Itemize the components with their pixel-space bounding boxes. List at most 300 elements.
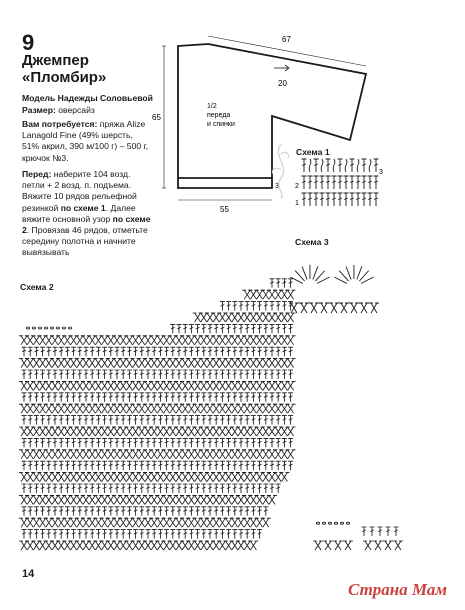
double-crochet-symbol [276, 484, 281, 493]
crossed-stitch-symbol [81, 518, 91, 527]
double-crochet-symbol [288, 324, 293, 333]
double-crochet-symbol [195, 438, 200, 447]
double-crochet-symbol [332, 176, 337, 189]
double-crochet-symbol [170, 393, 175, 402]
crossed-stitch-symbol [44, 495, 54, 504]
crossed-stitch-symbol [261, 290, 271, 299]
double-crochet-symbol [170, 461, 175, 470]
crossed-stitch-symbol [31, 541, 41, 550]
crossed-stitch-symbol [236, 450, 246, 459]
crossed-stitch-symbol [273, 427, 283, 436]
double-crochet-symbol [164, 530, 169, 539]
double-crochet-symbol [282, 279, 287, 288]
crossed-stitch-symbol [50, 518, 60, 527]
double-crochet-symbol [183, 347, 188, 356]
double-crochet-symbol [208, 393, 213, 402]
crossed-stitch-symbol [100, 381, 110, 390]
crossed-stitch-symbol [25, 336, 35, 345]
crossed-stitch-symbol [87, 450, 97, 459]
double-crochet-symbol [115, 438, 120, 447]
crossed-stitch-symbol [149, 518, 159, 527]
double-crochet-symbol [164, 438, 169, 447]
crossed-stitch-symbol [224, 450, 234, 459]
crossed-stitch-symbol [224, 313, 234, 322]
crossed-stitch-symbol [255, 313, 265, 322]
double-crochet-symbol [53, 507, 58, 516]
double-crochet-symbol [276, 438, 281, 447]
double-crochet-symbol [28, 484, 33, 493]
double-crochet-symbol [362, 176, 367, 189]
crossed-stitch-symbol [168, 518, 178, 527]
crossed-stitch-symbol [124, 404, 134, 413]
double-crochet-symbol [108, 370, 113, 379]
crossed-stitch-symbol [137, 541, 147, 550]
crossed-stitch-symbol [286, 290, 296, 299]
relief-stitch-symbol [357, 159, 359, 172]
double-crochet-symbol [239, 438, 244, 447]
crossed-stitch-symbol [162, 404, 172, 413]
double-crochet-symbol [121, 347, 126, 356]
crossed-stitch-symbol [242, 450, 252, 459]
relief-stitch-symbol [369, 159, 371, 172]
dim-width-top: 67 [282, 35, 291, 44]
crossed-stitch-symbol [44, 359, 54, 368]
crossed-stitch-symbol [25, 404, 35, 413]
double-crochet-symbol [158, 530, 163, 539]
double-crochet-symbol [90, 347, 95, 356]
crossed-stitch-symbol [279, 404, 289, 413]
double-crochet-symbol [102, 370, 107, 379]
crossed-stitch-symbol [174, 404, 184, 413]
crossed-stitch-symbol [261, 359, 271, 368]
double-crochet-symbol [96, 370, 101, 379]
floral-watermark-icon [268, 140, 294, 200]
double-crochet-symbol [22, 530, 27, 539]
double-crochet-symbol [201, 347, 206, 356]
crossed-stitch-symbol [373, 541, 383, 550]
double-crochet-symbol [84, 347, 89, 356]
double-crochet-symbol [374, 193, 379, 206]
crossed-stitch-symbol [261, 427, 271, 436]
double-crochet-symbol [201, 530, 206, 539]
double-crochet-symbol [214, 370, 219, 379]
crossed-stitch-symbol [279, 450, 289, 459]
double-crochet-symbol [208, 324, 213, 333]
double-crochet-symbol [276, 461, 281, 470]
crossed-stitch-symbol [248, 427, 258, 436]
double-crochet-symbol [34, 416, 39, 425]
crossed-stitch-symbol [19, 381, 29, 390]
double-crochet-symbol [108, 484, 113, 493]
double-crochet-symbol [40, 507, 45, 516]
double-crochet-symbol [133, 370, 138, 379]
crossed-stitch-symbol [44, 541, 54, 550]
double-crochet-symbol [121, 507, 126, 516]
crossed-stitch-symbol [393, 541, 403, 550]
double-crochet-symbol [177, 393, 182, 402]
crossed-stitch-symbol [242, 359, 252, 368]
double-crochet-symbol [270, 438, 275, 447]
double-crochet-symbol [189, 461, 194, 470]
crossed-stitch-symbol [199, 359, 209, 368]
crossed-stitch-symbol [19, 518, 29, 527]
double-crochet-symbol [90, 461, 95, 470]
double-crochet-symbol [53, 484, 58, 493]
crossed-stitch-symbol [62, 427, 72, 436]
crossed-stitch-symbol [248, 404, 258, 413]
double-crochet-symbol [276, 324, 281, 333]
crossed-stitch-symbol [81, 473, 91, 482]
double-crochet-symbol [251, 461, 256, 470]
crossed-stitch-symbol [323, 541, 333, 550]
double-crochet-symbol [177, 324, 182, 333]
double-crochet-symbol [65, 484, 70, 493]
double-crochet-symbol [232, 416, 237, 425]
double-crochet-symbol [164, 347, 169, 356]
size-label: Размер: [22, 105, 56, 115]
double-crochet-symbol [189, 370, 194, 379]
crossed-stitch-symbol [75, 336, 85, 345]
double-crochet-symbol [115, 347, 120, 356]
double-crochet-symbol [34, 461, 39, 470]
double-crochet-symbol [65, 461, 70, 470]
crossed-stitch-symbol [273, 404, 283, 413]
crossed-stitch-symbol [100, 495, 110, 504]
crossed-stitch-symbol [50, 495, 60, 504]
double-crochet-symbol [133, 438, 138, 447]
double-crochet-symbol [220, 302, 225, 311]
double-crochet-symbol [102, 507, 107, 516]
crossed-stitch-symbol [149, 359, 159, 368]
double-crochet-symbol [46, 507, 51, 516]
double-crochet-symbol [121, 393, 126, 402]
crossed-stitch-symbol [248, 381, 258, 390]
double-crochet-symbol [65, 530, 70, 539]
double-crochet-symbol [183, 461, 188, 470]
double-crochet-symbol [170, 507, 175, 516]
crossed-stitch-symbol [186, 450, 196, 459]
double-crochet-symbol [183, 324, 188, 333]
double-crochet-symbol [344, 193, 349, 206]
crossed-stitch-symbol [149, 495, 159, 504]
double-crochet-symbol [108, 438, 113, 447]
double-crochet-symbol [232, 530, 237, 539]
crossed-stitch-symbol [193, 450, 203, 459]
page-number: 9 [22, 30, 35, 55]
double-crochet-symbol [77, 461, 82, 470]
crossed-stitch-symbol [69, 381, 79, 390]
crossed-stitch-symbol [162, 359, 172, 368]
double-crochet-symbol [282, 370, 287, 379]
double-crochet-symbol [59, 438, 64, 447]
double-crochet-symbol [263, 416, 268, 425]
crossed-stitch-symbol [236, 518, 246, 527]
crossed-stitch-symbol [149, 381, 159, 390]
double-crochet-symbol [22, 507, 27, 516]
double-crochet-symbol [40, 393, 45, 402]
double-crochet-symbol [53, 461, 58, 470]
crossed-stitch-symbol [106, 495, 116, 504]
double-crochet-symbol [127, 484, 132, 493]
double-crochet-symbol [146, 530, 151, 539]
double-crochet-symbol [177, 530, 182, 539]
crossed-stitch-symbol [143, 473, 153, 482]
crossed-stitch-symbol [186, 427, 196, 436]
double-crochet-symbol [84, 416, 89, 425]
crossed-stitch-symbol [137, 381, 147, 390]
crossed-stitch-symbol [255, 427, 265, 436]
crossed-stitch-symbol [106, 359, 116, 368]
scheme2-chart [18, 230, 418, 575]
chain-stitch-symbol [316, 522, 319, 524]
double-crochet-symbol [370, 527, 375, 536]
double-crochet-symbol [146, 416, 151, 425]
double-crochet-symbol [350, 159, 355, 172]
crossed-stitch-symbol [193, 359, 203, 368]
crossed-stitch-symbol [248, 518, 258, 527]
crossed-stitch-symbol [205, 359, 215, 368]
crossed-stitch-symbol [149, 541, 159, 550]
crossed-stitch-symbol [75, 450, 85, 459]
double-crochet-symbol [177, 438, 182, 447]
crossed-stitch-symbol [38, 381, 48, 390]
crossed-stitch-symbol [236, 336, 246, 345]
crossed-stitch-symbol [31, 336, 41, 345]
crossed-stitch-symbol [75, 381, 85, 390]
double-crochet-symbol [374, 159, 379, 172]
crossed-stitch-symbol [143, 518, 153, 527]
double-crochet-symbol [170, 370, 175, 379]
crossed-stitch-symbol [211, 336, 221, 345]
double-crochet-symbol [90, 416, 95, 425]
double-crochet-symbol [183, 507, 188, 516]
crossed-stitch-symbol [242, 313, 252, 322]
crossed-stitch-symbol [286, 381, 296, 390]
crossed-stitch-symbol [217, 359, 227, 368]
crossed-stitch-symbol [205, 427, 215, 436]
crossed-stitch-symbol [100, 518, 110, 527]
double-crochet-symbol [96, 347, 101, 356]
crossed-stitch-symbol [248, 495, 258, 504]
double-crochet-symbol [201, 393, 206, 402]
crossed-stitch-symbol [199, 427, 209, 436]
double-crochet-symbol [232, 461, 237, 470]
footer-page-number: 14 [22, 568, 35, 580]
crossed-stitch-symbol [261, 473, 271, 482]
crossed-stitch-symbol [106, 450, 116, 459]
crossed-stitch-symbol [100, 359, 110, 368]
crossed-stitch-symbol [186, 404, 196, 413]
double-crochet-symbol [152, 484, 157, 493]
crossed-stitch-symbol [199, 313, 209, 322]
double-crochet-symbol [71, 438, 76, 447]
double-crochet-symbol [214, 393, 219, 402]
crossed-stitch-symbol [199, 495, 209, 504]
crossed-stitch-symbol [56, 541, 66, 550]
double-crochet-symbol [146, 484, 151, 493]
double-crochet-symbol [183, 484, 188, 493]
crossed-stitch-symbol [19, 495, 29, 504]
crossed-stitch-symbol [93, 359, 103, 368]
crossed-stitch-symbol [242, 518, 252, 527]
crossed-stitch-symbol [118, 541, 128, 550]
double-crochet-symbol [40, 370, 45, 379]
crossed-stitch-symbol [230, 518, 240, 527]
crossed-stitch-symbol [180, 541, 190, 550]
crossed-stitch-symbol [168, 381, 178, 390]
double-crochet-symbol [152, 438, 157, 447]
double-crochet-symbol [40, 416, 45, 425]
crossed-stitch-symbol [137, 359, 147, 368]
crossed-stitch-symbol [155, 359, 165, 368]
crossed-stitch-symbol [56, 450, 66, 459]
crossed-stitch-symbol [131, 404, 141, 413]
crossed-stitch-symbol [174, 359, 184, 368]
double-crochet-symbol [77, 416, 82, 425]
crossed-stitch-symbol [38, 473, 48, 482]
double-crochet-symbol [139, 370, 144, 379]
crossed-stitch-symbol [19, 336, 29, 345]
crossed-stitch-symbol [131, 473, 141, 482]
double-crochet-symbol [214, 530, 219, 539]
crossed-stitch-symbol [363, 541, 373, 550]
crossed-stitch-symbol [279, 473, 289, 482]
double-crochet-symbol [158, 438, 163, 447]
crossed-stitch-symbol [131, 518, 141, 527]
crossed-stitch-symbol [261, 313, 271, 322]
crossed-stitch-symbol [137, 404, 147, 413]
double-crochet-symbol [201, 507, 206, 516]
crossed-stitch-symbol [87, 495, 97, 504]
double-crochet-symbol [139, 507, 144, 516]
double-crochet-symbol [164, 393, 169, 402]
crossed-stitch-symbol [186, 541, 196, 550]
double-crochet-symbol [189, 530, 194, 539]
double-crochet-symbol [28, 507, 33, 516]
double-crochet-symbol [22, 461, 27, 470]
relief-stitch-symbol [309, 159, 311, 172]
crossed-stitch-symbol [56, 381, 66, 390]
double-crochet-symbol [121, 438, 126, 447]
double-crochet-symbol [139, 461, 144, 470]
crossed-stitch-symbol [224, 404, 234, 413]
crossed-stitch-symbol [279, 290, 289, 299]
crossed-stitch-symbol [31, 518, 41, 527]
crossed-stitch-symbol [87, 381, 97, 390]
double-crochet-symbol [22, 393, 27, 402]
double-crochet-symbol [183, 438, 188, 447]
crossed-stitch-symbol [44, 381, 54, 390]
double-crochet-symbol [251, 484, 256, 493]
crossed-stitch-symbol [236, 473, 246, 482]
crossed-stitch-symbol [236, 404, 246, 413]
double-crochet-symbol [232, 347, 237, 356]
crossed-stitch-symbol [205, 404, 215, 413]
double-crochet-symbol [220, 484, 225, 493]
double-crochet-symbol [220, 507, 225, 516]
crossed-stitch-symbol [25, 427, 35, 436]
crossed-stitch-symbol [242, 473, 252, 482]
double-crochet-symbol [226, 370, 231, 379]
crossed-stitch-symbol [143, 495, 153, 504]
double-crochet-symbol [53, 530, 58, 539]
double-crochet-symbol [77, 530, 82, 539]
crossed-stitch-symbol [174, 336, 184, 345]
crossed-stitch-symbol [193, 541, 203, 550]
crossed-stitch-symbol [50, 473, 60, 482]
double-crochet-symbol [239, 324, 244, 333]
double-crochet-symbol [139, 438, 144, 447]
crossed-stitch-symbol [38, 427, 48, 436]
double-crochet-symbol [245, 530, 250, 539]
crossed-stitch-symbol [193, 336, 203, 345]
double-crochet-symbol [115, 416, 120, 425]
double-crochet-symbol [77, 507, 82, 516]
crossed-stitch-symbol [69, 518, 79, 527]
double-crochet-symbol [356, 193, 361, 206]
double-crochet-symbol [276, 302, 281, 311]
crossed-stitch-symbol [248, 473, 258, 482]
crossed-stitch-symbol [25, 450, 35, 459]
double-crochet-symbol [102, 461, 107, 470]
double-crochet-symbol [121, 370, 126, 379]
double-crochet-symbol [34, 393, 39, 402]
double-crochet-symbol [108, 393, 113, 402]
double-crochet-symbol [164, 461, 169, 470]
crossed-stitch-symbol [112, 473, 122, 482]
double-crochet-symbol [177, 461, 182, 470]
double-crochet-symbol [34, 438, 39, 447]
double-crochet-symbol [386, 527, 391, 536]
crossed-stitch-symbol [56, 518, 66, 527]
front-text-1: наберите 104 возд. петли + 2 возд. п. подъема. Вяжите 10 рядов рельефной резинкой [22, 169, 137, 213]
crossed-stitch-symbol [180, 381, 190, 390]
double-crochet-symbol [270, 393, 275, 402]
double-crochet-symbol [152, 370, 157, 379]
double-crochet-symbol [158, 393, 163, 402]
double-crochet-symbol [251, 302, 256, 311]
crossed-stitch-symbol [81, 359, 91, 368]
double-crochet-symbol [28, 370, 33, 379]
double-crochet-symbol [34, 370, 39, 379]
double-crochet-symbol [282, 302, 287, 311]
double-crochet-symbol [90, 530, 95, 539]
double-crochet-symbol [108, 461, 113, 470]
double-crochet-symbol [201, 461, 206, 470]
double-crochet-symbol [90, 438, 95, 447]
scheme2-label: Схема 2 [20, 282, 54, 292]
crossed-stitch-symbol [261, 518, 271, 527]
double-crochet-symbol [115, 484, 120, 493]
double-crochet-symbol [208, 507, 213, 516]
crossed-stitch-symbol [255, 518, 265, 527]
front-label: Перед: [22, 169, 52, 179]
double-crochet-symbol [282, 461, 287, 470]
double-crochet-symbol [84, 393, 89, 402]
double-crochet-symbol [40, 530, 45, 539]
crossed-stitch-symbol [50, 450, 60, 459]
crossed-stitch-symbol [193, 427, 203, 436]
crossed-stitch-symbol [100, 473, 110, 482]
crossed-stitch-symbol [180, 404, 190, 413]
crossed-stitch-symbol [118, 404, 128, 413]
double-crochet-symbol [308, 193, 313, 206]
crossed-stitch-symbol [124, 541, 134, 550]
double-crochet-symbol [263, 370, 268, 379]
double-crochet-symbol [133, 416, 138, 425]
double-crochet-symbol [214, 347, 219, 356]
double-crochet-symbol [257, 393, 262, 402]
